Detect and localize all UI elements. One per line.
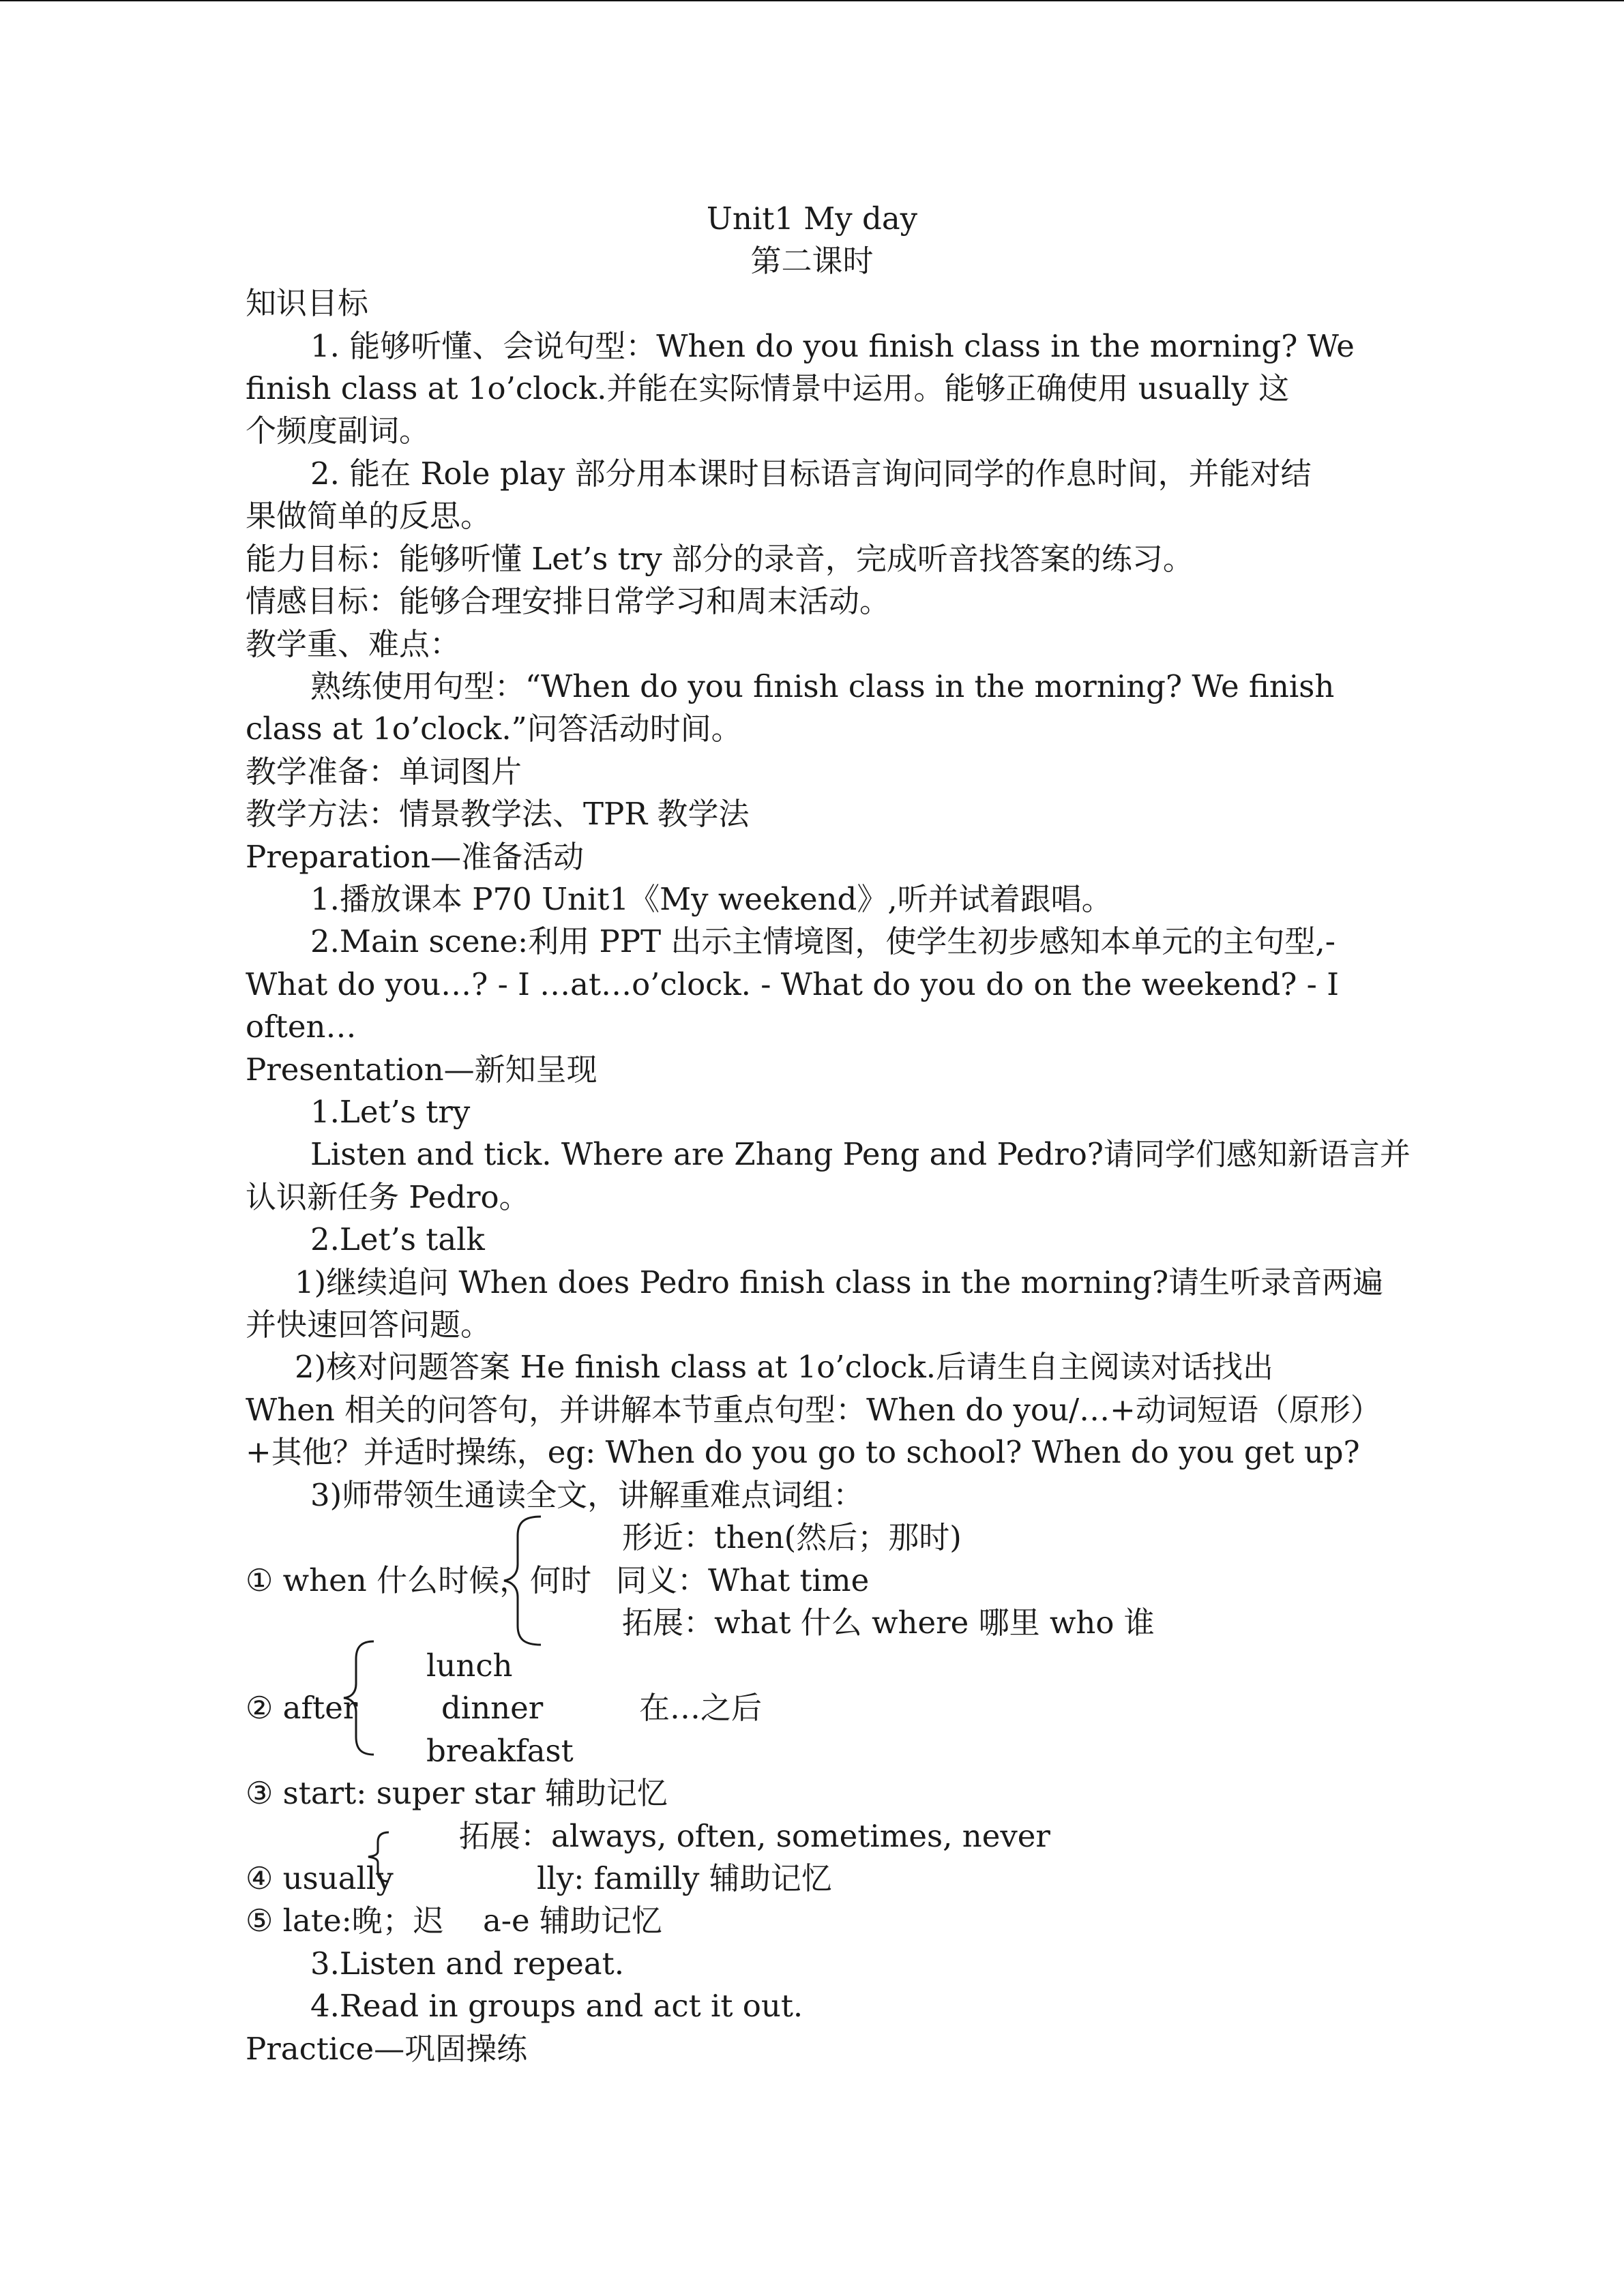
presentation-step-3: 3.Listen and repeat. [310, 1945, 625, 1982]
usually-headword: ④ usually [246, 1860, 394, 1896]
key-points-text: 熟练使用句型：“When do you finish class in the morning? We finish [310, 668, 1335, 704]
lets-try-instruction: Listen and tick. Where are Zhang Peng and Pedro?请同学们感知新语言并 [310, 1136, 1411, 1172]
start-mnemonic: ③ start: super star 辅助记忆 [246, 1775, 668, 1811]
key-points-text-cont: class at 1o’clock.”问答活动时间。 [246, 711, 742, 747]
after-meaning: 在…之后 [639, 1690, 763, 1726]
talk-substep-2-cont: When 相关的问答句，并讲解本节重点句型：When do you/…+动词短语（原形） [246, 1392, 1381, 1428]
when-extension: 拓展：what 什么 where 哪里 who 谁 [622, 1605, 1155, 1641]
lesson-subtitle: 第二课时 [750, 243, 874, 279]
usually-brace-icon [366, 1831, 390, 1883]
practice-heading: Practice—巩固操练 [246, 2031, 528, 2067]
talk-substep-2-end: +其他？并适时操练，eg: When do you go to school? When do you get up? [246, 1434, 1360, 1470]
preparation-step-1: 1.播放课本 P70 Unit1《My weekend》,听并试着跟唱。 [310, 881, 1112, 917]
when-similar-form: 形近：then(然后；那时) [622, 1519, 962, 1555]
teaching-methods: 教学方法：情景教学法、TPR 教学法 [246, 796, 750, 832]
presentation-step-2: 2.Let’s talk [310, 1221, 485, 1257]
after-option-lunch: lunch [426, 1648, 513, 1684]
when-brace-icon [501, 1515, 542, 1646]
talk-substep-1-cont: 并快速回答问题。 [246, 1307, 492, 1343]
knowledge-goal-2-end: 果做简单的反思。 [246, 498, 492, 534]
teaching-materials: 教学准备：单词图片 [246, 754, 522, 790]
lets-try-instruction-cont: 认识新任务 Pedro。 [246, 1179, 530, 1215]
section-heading-knowledge-goals: 知识目标 [246, 285, 369, 321]
knowledge-goal-1-cont: finish class at 1o’clock.并能在实际情景中运用。能够正确使用 usually 这 [246, 370, 1290, 406]
key-points-heading: 教学重、难点： [246, 626, 461, 662]
usually-mnemonic: lly: familly 辅助记忆 [537, 1860, 832, 1896]
ability-goal: 能力目标：能够听懂 Let’s try 部分的录音，完成听音找答案的练习。 [246, 541, 1194, 577]
preparation-step-2-cont: What do you…? - I …at…o’clock. - What do you do on the weekend? - I [246, 966, 1339, 1002]
presentation-step-4: 4.Read in groups and act it out. [310, 1988, 803, 2024]
talk-substep-3: 3)师带领生通读全文，讲解重难点词组： [310, 1477, 864, 1513]
late-mnemonic: ⑤ late:晚；迟 a-e 辅助记忆 [246, 1903, 662, 1939]
document-title: Unit1 My day [706, 200, 918, 237]
preparation-step-2: 2.Main scene:利用 PPT 出示主情境图，使学生初步感知本单元的主句型,- [310, 923, 1335, 959]
preparation-heading: Preparation—准备活动 [246, 839, 584, 875]
usually-extension: 拓展：always, often, sometimes, never [459, 1818, 1050, 1854]
when-synonym: 同义：What time [616, 1562, 870, 1598]
when-headword: ① when 什么时候，何时 [246, 1562, 592, 1598]
knowledge-goal-1-end: 个频度副词。 [246, 413, 430, 449]
knowledge-goal-1: 1. 能够听懂、会说句型：When do you finish class in the morning? We [310, 328, 1355, 364]
top-border-line [0, 0, 1624, 1]
emotion-goal: 情感目标：能够合理安排日常学习和周末活动。 [246, 583, 891, 619]
knowledge-goal-2: 2. 能在 Role play 部分用本课时目标语言询问同学的作息时间，并能对结 [310, 456, 1312, 492]
after-brace-icon [341, 1640, 375, 1756]
preparation-step-2-end: often… [246, 1009, 357, 1045]
talk-substep-1: 1)继续追问 When does Pedro finish class in the morning?请生听录音两遍 [295, 1264, 1384, 1300]
talk-substep-2: 2)核对问题答案 He finish class at 1o’clock.后请生自主阅读对话找出 [295, 1349, 1274, 1385]
after-option-dinner: dinner [441, 1690, 544, 1726]
presentation-step-1: 1.Let’s try [310, 1094, 471, 1130]
after-headword: ② after [246, 1690, 358, 1726]
presentation-heading: Presentation—新知呈现 [246, 1052, 597, 1088]
after-option-breakfast: breakfast [426, 1733, 574, 1769]
